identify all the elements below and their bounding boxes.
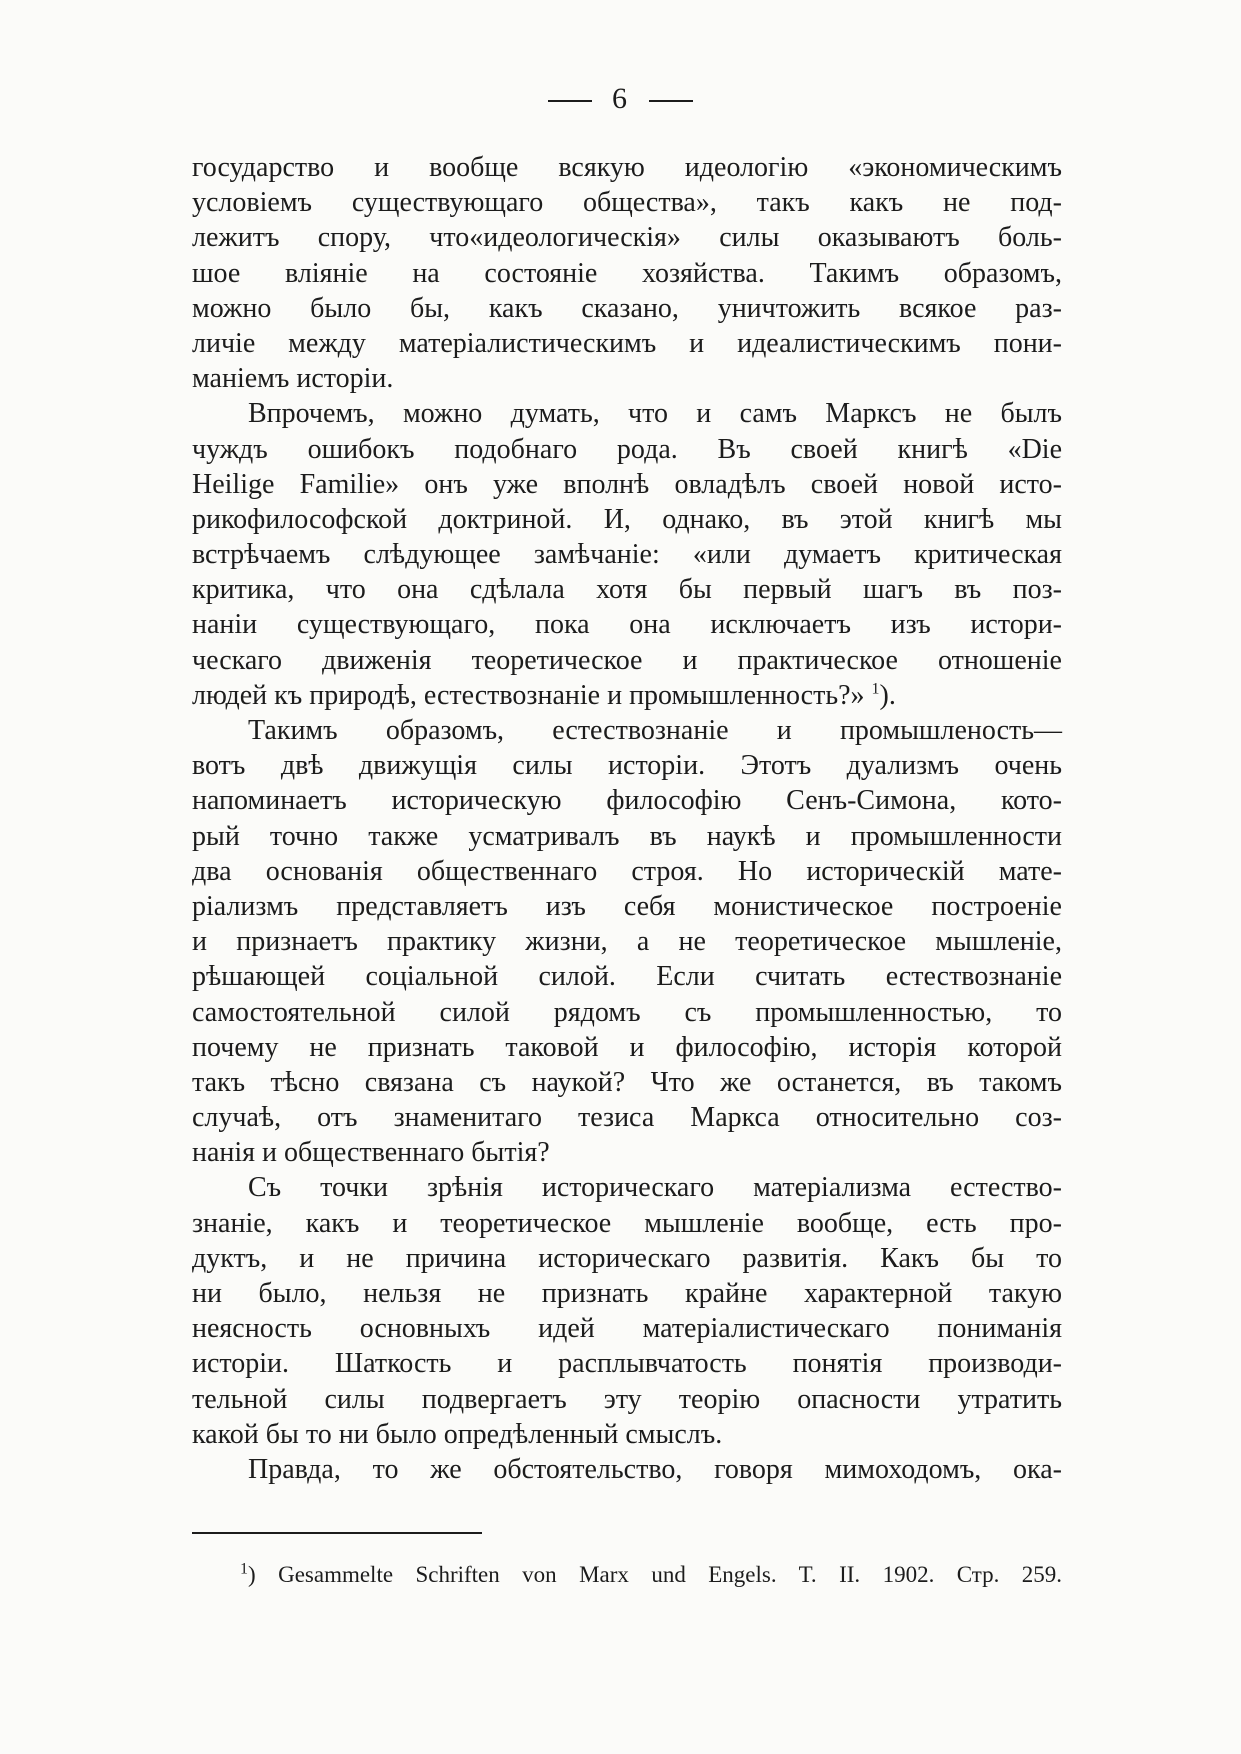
text-line-content: личіе между матеріалистическимъ и идеалистическимъ пони- [192, 327, 1062, 359]
page-number-dash-left [548, 100, 592, 102]
text-line [192, 1417, 1062, 1452]
text-line [192, 1206, 1062, 1241]
body-text [192, 150, 1062, 1487]
text-line-content: два основанія общественнаго строя. Но историческій мате- [192, 855, 1062, 887]
text-line [192, 432, 1062, 467]
text-line [192, 748, 1062, 783]
footnote-divider [192, 1532, 482, 1534]
text-line-content: Heilige Familie» онъ уже вполнѣ овладѣлъ своей новой исто- [192, 468, 1062, 500]
text-line-content: дуктъ, и не причина историческаго развитія. Какъ бы то [192, 1242, 1062, 1274]
text-line [192, 185, 1062, 220]
footnote-marker-close: ) [248, 1562, 256, 1587]
text-line-content: Такимъ образомъ, естествознаніе и промышленость— [248, 715, 1062, 746]
text-line-content: тельной силы подвергаетъ эту теорію опасности утратить [192, 1383, 1062, 1415]
text-line [192, 1030, 1062, 1065]
text-line [192, 1170, 1062, 1205]
text-line [192, 783, 1062, 818]
paragraph [192, 150, 1062, 396]
text-line [192, 1276, 1062, 1311]
text-line-content: государство и вообще всякую идеологію «экономическимъ [192, 152, 1062, 183]
text-line-content: можно было бы, какъ сказано, уничтожить всякое раз- [192, 292, 1062, 324]
page-number [0, 82, 1241, 116]
footnote-marker: 1 [240, 1560, 248, 1578]
text-line [192, 1452, 1062, 1487]
text-line [192, 220, 1062, 255]
text-line [192, 396, 1062, 431]
text-line-content: ческаго движенія теоретическое и практическое отношеніе [192, 644, 1062, 676]
text-line [192, 854, 1062, 889]
text-line-content: критика, что она сдѣлала хотя бы первый шагъ въ поз- [192, 574, 1062, 606]
text-line [192, 1135, 1062, 1170]
text-line-content: знаніе, какъ и теоретическое мышленіе вообще, есть про- [192, 1207, 1062, 1239]
paragraph [192, 1170, 1062, 1452]
paragraph [192, 396, 1062, 713]
text-line [192, 959, 1062, 994]
text-line-content: какой бы то ни было опредѣленный смыслъ. [192, 1418, 723, 1450]
text-line [192, 607, 1062, 642]
text-line [192, 150, 1062, 185]
footnote [240, 1560, 1062, 1590]
text-line-content: рикофилософской доктриной. И, однако, въ этой книгѣ мы [192, 503, 1062, 535]
text-line [192, 1311, 1062, 1346]
text-line-content: Правда, то же обстоятельство, говоря мимоходомъ, ока- [248, 1453, 1062, 1485]
text-line-content: и признаетъ практику жизни, а не теоретическое мышленіе, [192, 926, 1062, 958]
paragraph [192, 1452, 1062, 1487]
text-line-content: почему не признать таковой и философію, исторія которой [192, 1031, 1062, 1063]
text-line [192, 678, 1062, 713]
text-line [192, 467, 1062, 502]
text-line [192, 995, 1062, 1030]
text-line-content: самостоятельной силой рядомъ съ промышленностью, то [192, 996, 1062, 1028]
text-line-content: ріализмъ представляетъ изъ себя монистическое построеніе [192, 890, 1062, 922]
text-line [192, 924, 1062, 959]
footnote-reference: 1 [871, 680, 880, 698]
text-line [192, 1346, 1062, 1381]
page-number-dash-right [649, 100, 693, 102]
footnote-text: Gesammelte Schriften von Marx und Engels. T. II. 1902. Стр. 259. [278, 1562, 1063, 1587]
text-line-content: вотъ двѣ движущія силы исторіи. Этотъ дуализмъ очень [192, 750, 1062, 782]
text-line-content: ни было, нельзя не признать крайне характерной такую [192, 1278, 1062, 1309]
text-line [192, 502, 1062, 537]
text-line [192, 819, 1062, 854]
text-line-content: рый точно также усматривалъ въ наукѣ и промышленности [192, 820, 1062, 852]
text-line-content: Съ точки зрѣнія историческаго матеріализма естество- [248, 1172, 1062, 1204]
text-line-content: Впрочемъ, можно думать, что и самъ Марксъ не былъ [248, 398, 1062, 430]
text-line [192, 713, 1062, 748]
text-line [192, 1065, 1062, 1100]
text-line-content: рѣшающей соціальной силой. Если считать естествознаніе [192, 961, 1062, 993]
text-line-content: людей къ природѣ, естествознаніе и промышленность?» [192, 679, 865, 711]
text-line [192, 291, 1062, 326]
text-line [192, 537, 1062, 572]
text-line [192, 643, 1062, 678]
text-line-content: исторіи. Шаткость и расплывчатость понятія производи- [192, 1348, 1062, 1380]
footnote-reference-close: ). [879, 679, 896, 711]
text-line-content: напоминаетъ историческую философію Сенъ-Симона, кото- [192, 785, 1062, 817]
text-line [192, 1241, 1062, 1276]
text-line-content: чуждъ ошибокъ подобнаго рода. Въ своей книгѣ «Die [192, 433, 1062, 465]
page-number-value: 6 [612, 82, 629, 115]
text-line-content: маніемъ исторіи. [192, 363, 394, 395]
text-line [192, 361, 1062, 396]
paragraph [192, 713, 1062, 1170]
text-line-content: лежитъ спору, что«идеологическія» силы оказываютъ боль- [192, 222, 1062, 254]
text-line-content: неясность основныхъ идей матеріалистическаго пониманія [192, 1313, 1062, 1345]
text-line [192, 326, 1062, 361]
text-line-content: встрѣчаемъ слѣдующее замѣчаніе: «или думаетъ критическая [192, 539, 1062, 571]
text-line [192, 1100, 1062, 1135]
text-line [192, 889, 1062, 924]
text-line [192, 256, 1062, 291]
text-line-content: такъ тѣсно связана съ наукой? Что же останется, въ такомъ [192, 1066, 1062, 1098]
text-line-content: нанія и общественнаго бытія? [192, 1137, 550, 1169]
text-line-content: шое вліяніе на состояніе хозяйства. Такимъ образомъ, [192, 257, 1062, 289]
text-line-content: условіемъ существующаго общества», такъ какъ не под- [192, 187, 1062, 219]
text-line-content: наніи существующаго, пока она исключаетъ изъ истори- [192, 609, 1062, 641]
text-line [192, 572, 1062, 607]
text-line [192, 1382, 1062, 1417]
text-line-content: случаѣ, отъ знаменитаго тезиса Маркса относительно соз- [192, 1102, 1062, 1134]
